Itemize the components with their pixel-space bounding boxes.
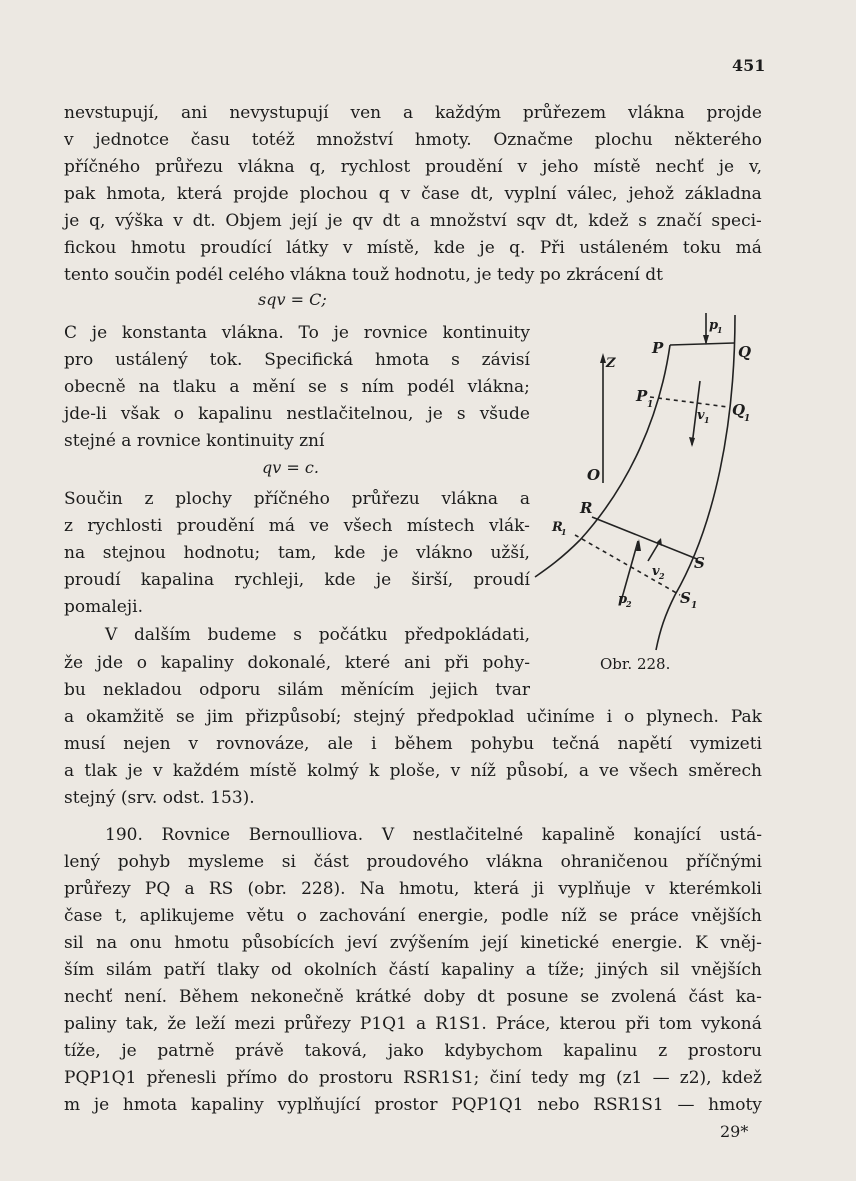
- label-O: O: [587, 466, 601, 484]
- text-line: stejný (srv. odst. 153).: [64, 788, 255, 808]
- v1-arrowhead: [689, 437, 695, 447]
- label-v2-sub: 2: [659, 571, 665, 581]
- text-line: paliny tak, že leží mezi průřezy P1Q1 a R1S1. Práce, kterou při tom vykoná: [64, 1014, 762, 1034]
- text-line: příčného průřezu vlákna q, rychlost proudění v jeho místě nechť je v,: [64, 157, 762, 177]
- label-v1: v: [697, 408, 705, 423]
- label-R1: R: [552, 520, 563, 535]
- label-P1: P: [636, 387, 648, 405]
- text-line: tíže, je patrně právě taková, jako kdybychom kapalinu z prostoru: [64, 1041, 762, 1061]
- text-line: a tlak je v každém místě kolmý k ploše, v níž působí, a ve všech směrech: [64, 761, 762, 781]
- text-line: bu nekladou odporu silám měnícím jejich tvar: [64, 680, 530, 700]
- label-p1: p: [709, 318, 719, 333]
- label-S1-sub: 1: [691, 601, 698, 611]
- text-line: nevstupují, ani nevystupují ven a každým průřezem vlákna projde: [64, 103, 762, 123]
- section-r1s1: [575, 535, 680, 595]
- text-line: nechť není. Během nekonečně krátké doby dt posune se zvolená část ka-: [64, 987, 762, 1007]
- text-line: proudí kapalina rychleji, kde je širší, proudí: [64, 570, 530, 590]
- label-Z: Z: [606, 356, 616, 371]
- tube-right-wall: [656, 315, 735, 650]
- text-line: že jde o kapaliny dokonalé, které ani při pohy-: [64, 653, 530, 673]
- label-S: S: [694, 554, 705, 572]
- text-line: 190. Rovnice Bernoulliova. V nestlačitelné kapalině konající ustá-: [105, 825, 762, 845]
- text-line: m je hmota kapaliny vyplňující prostor PQP1Q1 nebo RSR1S1 — hmoty: [64, 1095, 762, 1115]
- label-Q: Q: [738, 343, 752, 361]
- text-line: v jednotce času totéž množství hmoty. Označme plochu některého: [64, 130, 762, 150]
- label-p2: p: [618, 592, 628, 607]
- figure-caption: Obr. 228.: [600, 655, 671, 673]
- text-line: pro ustálený tok. Specifická hmota s závisí: [64, 350, 530, 370]
- text-line: fickou hmotu proudící látky v místě, kde je q. Při ustáleném toku má: [64, 238, 762, 258]
- text-line: stejné a rovnice kontinuity zní: [64, 431, 325, 451]
- label-R1-sub: 1: [561, 527, 567, 537]
- text-line: ším silám patří tlaky od okolních částí kapaliny a tíže; jiných sil vnějších: [64, 960, 762, 980]
- text-line: C je konstanta vlákna. To je rovnice kontinuity: [64, 323, 530, 343]
- label-P: P: [652, 339, 664, 357]
- text-line: a okamžitě se jim přizpůsobí; stejný předpoklad učiníme i o plynech. Pak: [64, 707, 762, 727]
- text-line: z rychlosti proudění má ve všech místech vlák-: [64, 516, 530, 536]
- label-R: R: [580, 499, 593, 517]
- figure-228-stream-tube: [520, 305, 776, 655]
- text-line: pomaleji.: [64, 597, 143, 617]
- text-line: sil na onu hmotu působících jeví zvýšením její kinetické energie. K vněj-: [64, 933, 762, 953]
- text-line: obecně na tlaku a mění se s ním podél vlákna;: [64, 377, 530, 397]
- section-pq: [670, 343, 734, 345]
- text-line: musí nejen v rovnováze, ale i během pohybu tečná napětí vymizeti: [64, 734, 762, 754]
- equation-continuity-incompressible: qv = c.: [262, 458, 319, 477]
- label-p1-sub: 1: [717, 325, 723, 335]
- signature-mark: 29*: [720, 1122, 749, 1141]
- text-line: průřezy PQ a RS (obr. 228). Na hmotu, která ji vyplňuje v kterémkoli: [64, 879, 762, 899]
- text-line: Součin z plochy příčného průřezu vlákna a: [64, 489, 530, 509]
- text-line: PQP1Q1 přenesli přímo do prostoru RSR1S1; činí tedy mg (z1 — z2), kdež: [64, 1068, 762, 1088]
- label-Q1: Q: [732, 401, 746, 419]
- label-S1: S: [680, 589, 691, 607]
- text-line: V dalším budeme s počátku předpokládati,: [105, 625, 530, 645]
- label-v1-sub: 1: [704, 415, 710, 425]
- label-Q1-sub: 1: [744, 414, 751, 424]
- text-line: lený pohyb mysleme si část proudového vlákna ohraničenou příčnými: [64, 852, 762, 872]
- section-rs: [592, 517, 697, 559]
- text-line: tento součin podél celého vlákna touž hodnotu, je tedy po zkrácení dt: [64, 265, 663, 285]
- text-line: čase t, aplikujeme větu o zachování energie, podle níž se práce vnějších: [64, 906, 762, 926]
- section-p1q1: [650, 397, 728, 407]
- text-line: na stejnou hodnotu; tam, kde je vlákno užší,: [64, 543, 530, 563]
- text-line: jde-li však o kapalinu nestlačitelnou, je s všude: [64, 404, 530, 424]
- text-line: je q, výška v dt. Objem její je qv dt a množství sqv dt, kdež s značí speci-: [64, 211, 762, 231]
- text-line: pak hmota, která projde plochou q v čase dt, vyplní válec, jehož základna: [64, 184, 762, 204]
- page-number: 451: [732, 56, 766, 75]
- label-v2: v: [652, 564, 660, 579]
- equation-continuity: sqv = C;: [258, 290, 327, 309]
- label-P1-sub: 1: [647, 400, 654, 410]
- label-p2-sub: 2: [626, 599, 632, 609]
